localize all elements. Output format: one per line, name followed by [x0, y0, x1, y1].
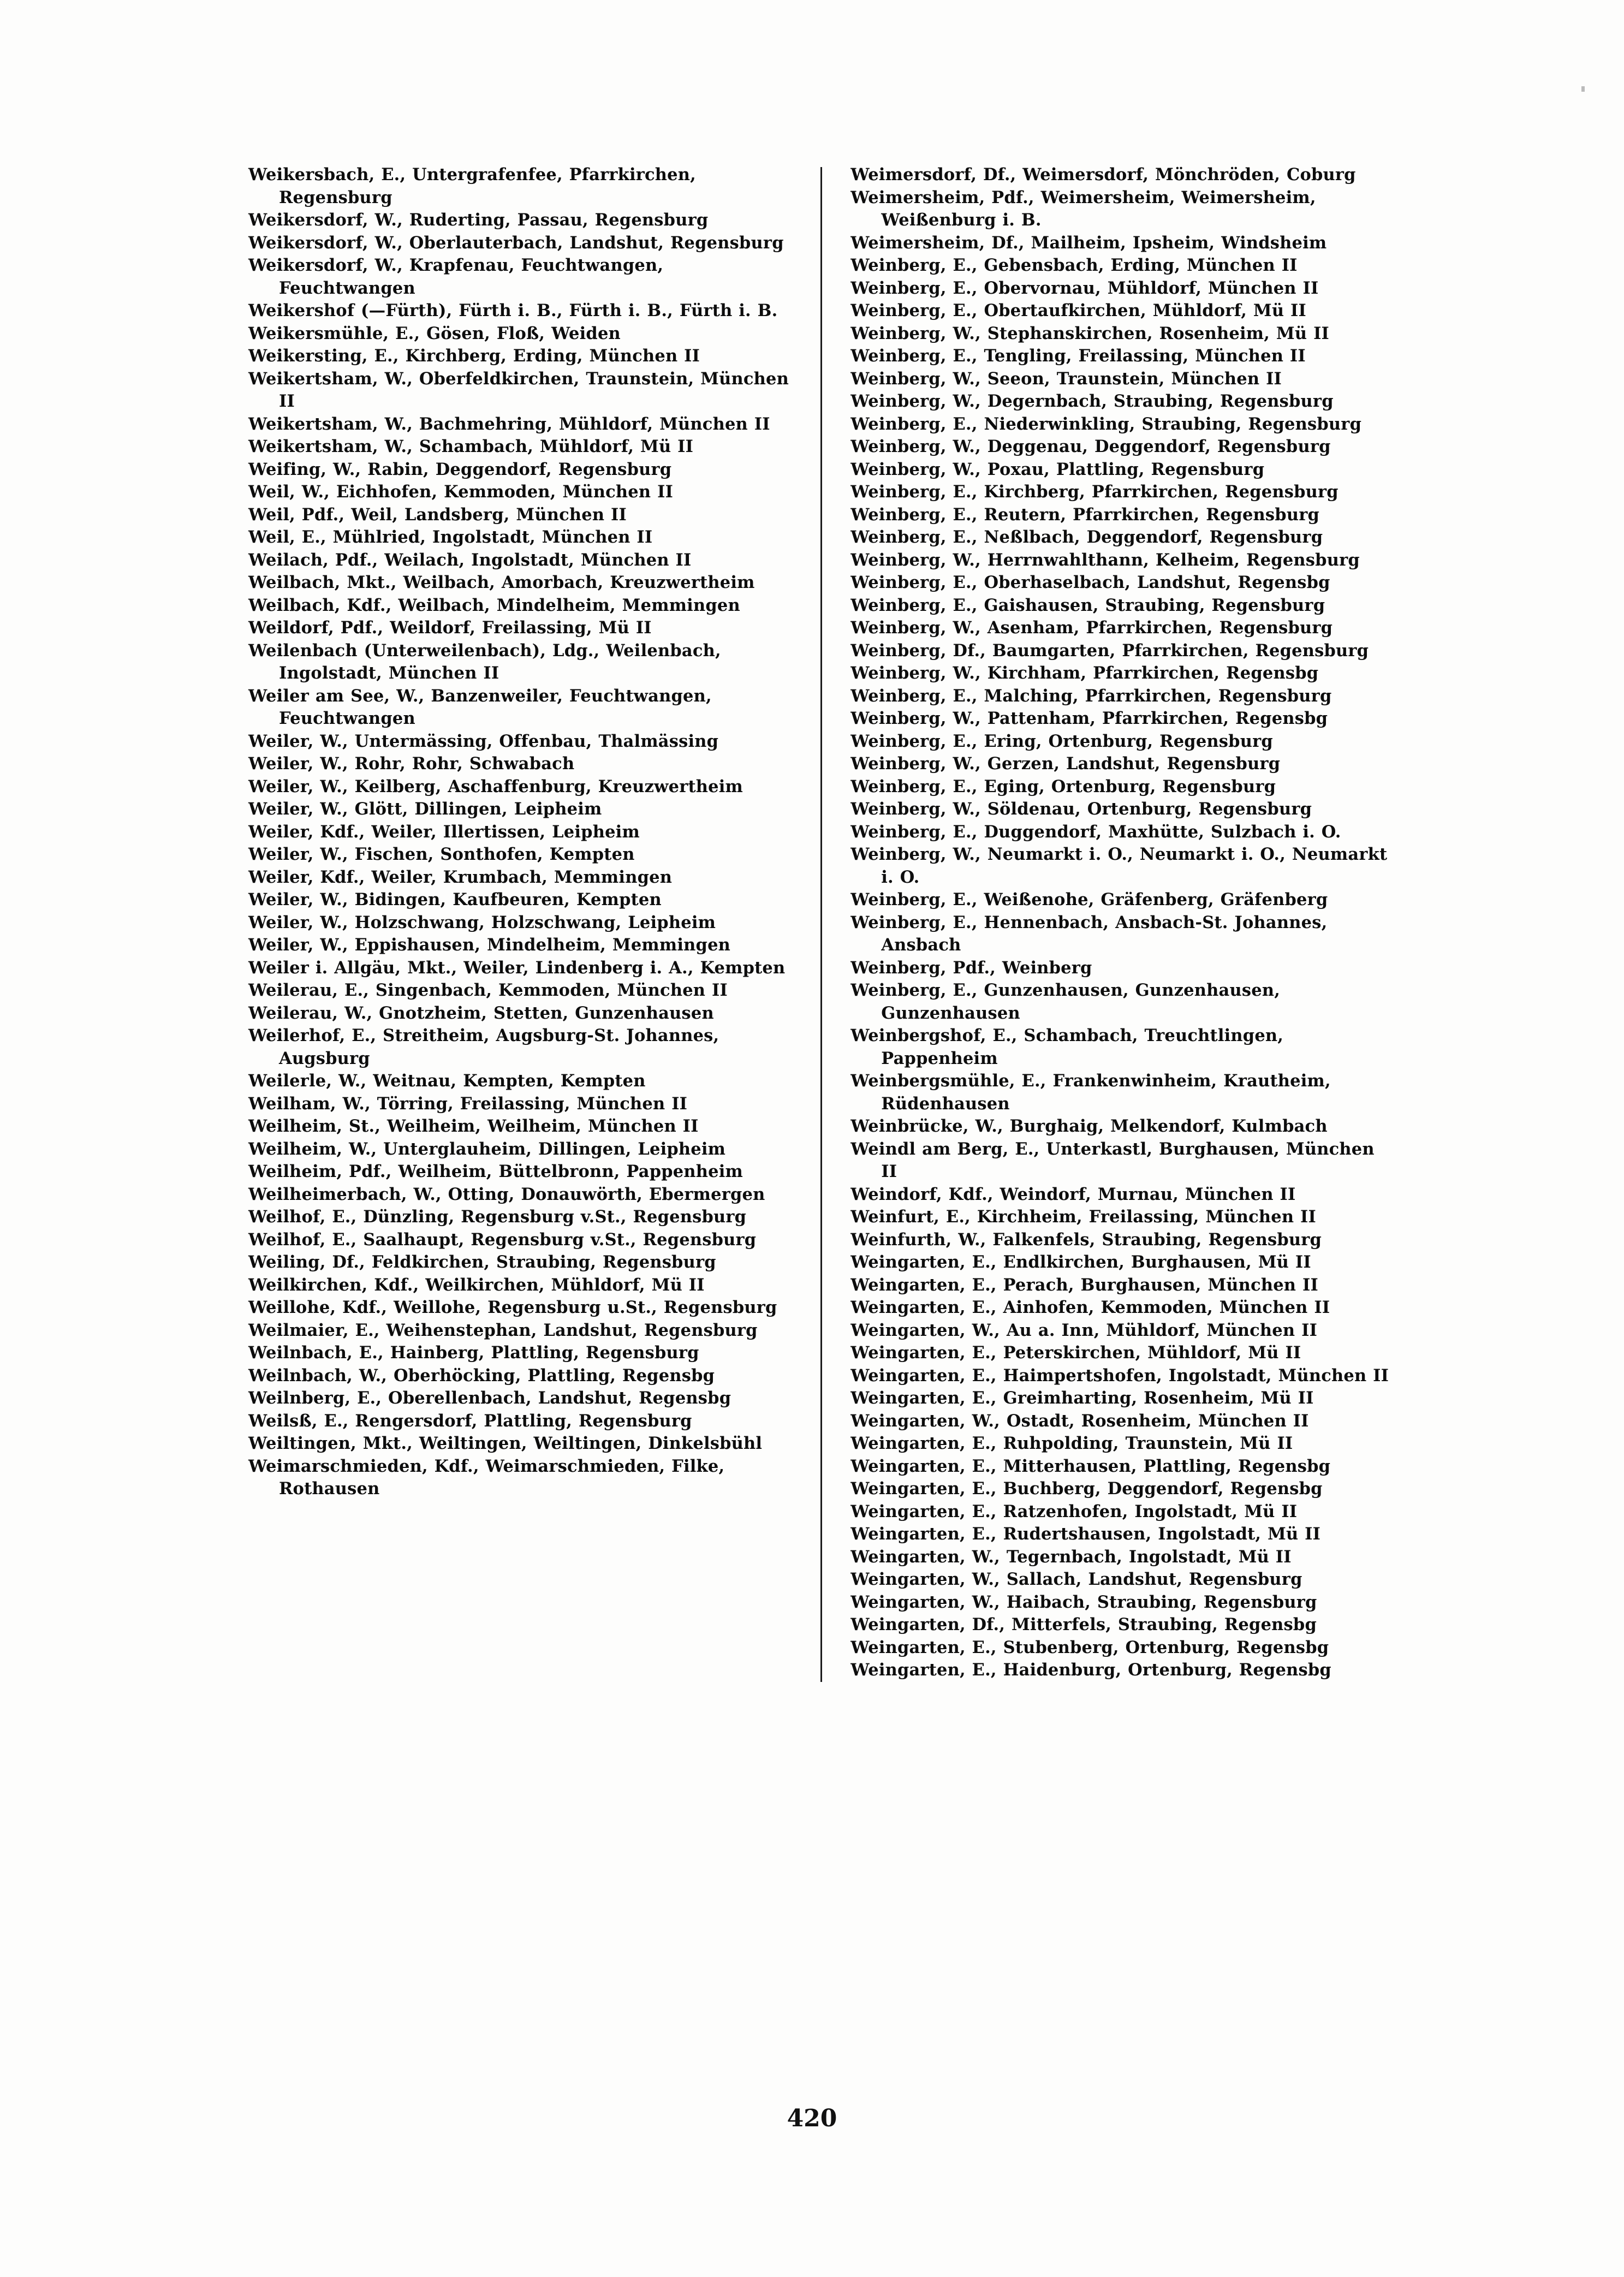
gazetteer-entry: Weikertsham, W., Oberfeldkirchen, Traunstein, München II [248, 368, 795, 411]
gazetteer-entry: Weingarten, Df., Mitterfels, Straubing, Regensbg [850, 1615, 1317, 1634]
gazetteer-entry: Weinberg, W., Söldenau, Ortenburg, Regensburg [850, 799, 1312, 819]
gazetteer-entry: Weingarten, W., Haibach, Straubing, Regensburg [850, 1592, 1317, 1612]
gazetteer-entry: Weinberg, E., Hennenbach, Ansbach-St. Johannes, Ansbach [850, 912, 1334, 955]
gazetteer-entry: Weilkirchen, Kdf., Weilkirchen, Mühldorf, Mü II [248, 1275, 705, 1295]
gazetteer-entry: Weinberg, E., Neßlbach, Deggendorf, Regensburg [850, 527, 1323, 547]
gazetteer-entry: Weimarschmieden, Kdf., Weimarschmieden, Filke, Rothausen [248, 1456, 731, 1499]
gazetteer-entry: Weilenbach (Unterweilenbach), Ldg., Weilenbach, Ingolstadt, München II [248, 640, 728, 683]
gazetteer-entry: Weikersdorf, W., Oberlauterbach, Landshut, Regensburg [248, 233, 784, 253]
gazetteer-entry: Weikertsham, W., Schambach, Mühldorf, Mü II [248, 437, 694, 456]
gazetteer-entry: Weifing, W., Rabin, Deggendorf, Regensburg [248, 459, 672, 479]
gazetteer-entry: Weinberg, W., Herrnwahlthann, Kelheim, Regensburg [850, 550, 1360, 570]
gazetteer-entry: Weimersheim, Df., Mailheim, Ipsheim, Windsheim [850, 233, 1327, 253]
gazetteer-entry: Weikersdorf, W., Ruderting, Passau, Regensburg [248, 210, 709, 230]
gazetteer-entry: Weinberg, E., Kirchberg, Pfarrkirchen, Regensburg [850, 482, 1339, 502]
gazetteer-entry: Weilerle, W., Weitnau, Kempten, Kempten [248, 1071, 646, 1091]
gazetteer-entry: Weingarten, E., Greimharting, Rosenheim, Mü II [850, 1388, 1314, 1408]
gazetteer-entry: Weiler am See, W., Banzenweiler, Feuchtwangen, Feuchtwangen [248, 686, 718, 728]
gazetteer-entry: Weingarten, E., Ruhpolding, Traunstein, Mü II [850, 1434, 1293, 1453]
gazetteer-entry: Weilnberg, E., Oberellenbach, Landshut, Regensbg [248, 1388, 731, 1408]
gazetteer-entry: Weinberg, E., Obervornau, Mühldorf, München II [850, 278, 1319, 298]
gazetteer-entry: Weilbach, Mkt., Weilbach, Amorbach, Kreuzwertheim [248, 573, 755, 592]
gazetteer-entry: Weiler, W., Keilberg, Aschaffenburg, Kreuzwertheim [248, 776, 743, 796]
gazetteer-entry: Weinberg, W., Gerzen, Landshut, Regensburg [850, 754, 1281, 774]
gazetteer-entry: Weil, W., Eichhofen, Kemmoden, München II [248, 482, 674, 502]
gazetteer-entry: Weimersheim, Pdf., Weimersheim, Weimersheim, Weißenburg i. B. [850, 187, 1323, 230]
left-column [248, 164, 820, 1501]
gazetteer-entry: Weiler, Kdf., Weiler, Krumbach, Memmingen [248, 867, 673, 887]
gazetteer-entry: Weilhof, E., Saalhaupt, Regensburg v.St., Regensburg [248, 1229, 757, 1250]
gazetteer-entry: Weilheim, Pdf., Weilheim, Büttelbronn, Pappenheim [248, 1162, 743, 1181]
gazetteer-entry: Weinberg, E., Tengling, Freilassing, München II [850, 346, 1306, 366]
gazetteer-entry: Weinberg, E., Malching, Pfarrkirchen, Regensburg [850, 686, 1332, 706]
gazetteer-entry: Weingarten, E., Peterskirchen, Mühldorf, Mü II [850, 1343, 1301, 1363]
gazetteer-entry: Weikershof (—Fürth), Fürth i. B., Fürth i. B., Fürth i. B. [248, 301, 778, 320]
gazetteer-entry: Weildorf, Pdf., Weildorf, Freilassing, Mü II [248, 618, 652, 638]
gazetteer-entry: Weinbrücke, W., Burghaig, Melkendorf, Kulmbach [850, 1116, 1328, 1136]
gazetteer-entry: Weilmaier, E., Weihenstephan, Landshut, Regensburg [248, 1320, 758, 1340]
gazetteer-entry: Weinberg, E., Reutern, Pfarrkirchen, Regensburg [850, 504, 1319, 525]
scan-speck [1581, 86, 1585, 92]
gazetteer-entry: Weinberg, E., Eging, Ortenburg, Regensburg [850, 776, 1276, 796]
gazetteer-entry: Weinberg, E., Gaishausen, Straubing, Regensburg [850, 595, 1325, 615]
gazetteer-entry: Weilbach, Kdf., Weilbach, Mindelheim, Memmingen [248, 595, 740, 615]
gazetteer-entry: Weinbergsmühle, E., Frankenwinheim, Krautheim, Rüdenhausen [850, 1071, 1337, 1114]
gazetteer-entry: Weinberg, E., Oberhaselbach, Landshut, Regensbg [850, 573, 1330, 592]
gazetteer-entry: Weilheim, W., Unterglauheim, Dillingen, Leipheim [248, 1139, 726, 1159]
gazetteer-entry: Weiler, W., Holzschwang, Holzschwang, Leipheim [248, 912, 716, 932]
gazetteer-entry: Weinberg, W., Kirchham, Pfarrkirchen, Regensbg [850, 663, 1319, 683]
gazetteer-entry: Weinbergshof, E., Schambach, Treuchtlingen, Pappenheim [850, 1026, 1290, 1068]
gazetteer-entry: Weilhof, E., Dünzling, Regensburg v.St., Regensburg [248, 1207, 747, 1227]
gazetteer-entry: Weimersdorf, Df., Weimersdorf, Mönchröden, Coburg [850, 165, 1356, 185]
gazetteer-entry: Weiler, W., Glött, Dillingen, Leipheim [248, 799, 602, 819]
gazetteer-entry: Weiling, Df., Feldkirchen, Straubing, Regensburg [248, 1252, 716, 1272]
gazetteer-entry: Weingarten, W., Ostadt, Rosenheim, München II [850, 1411, 1309, 1431]
gazetteer-entry: Weilnbach, E., Hainberg, Plattling, Regensburg [248, 1343, 699, 1363]
gazetteer-entry: Weinberg, W., Stephanskirchen, Rosenheim, Mü II [850, 323, 1330, 343]
gazetteer-entry: Weinberg, W., Deggenau, Deggendorf, Regensburg [850, 437, 1331, 456]
gazetteer-entry: Weilnbach, W., Oberhöcking, Plattling, Regensbg [248, 1365, 715, 1386]
gazetteer-entry: Weikertsham, W., Bachmehring, Mühldorf, München II [248, 414, 770, 434]
gazetteer-entry: Weinfurt, E., Kirchheim, Freilassing, München II [850, 1207, 1316, 1227]
gazetteer-entry: Weinberg, E., Gunzenhausen, Gunzenhausen, Gunzenhausen [850, 980, 1287, 1023]
right-column [822, 164, 1395, 1682]
gazetteer-entry: Weil, Pdf., Weil, Landsberg, München II [248, 504, 627, 525]
two-column-body [248, 164, 1395, 1682]
gazetteer-entry: Weiler, Kdf., Weiler, Illertissen, Leipheim [248, 822, 640, 842]
gazetteer-entry: Weilerau, E., Singenbach, Kemmoden, München II [248, 980, 728, 1000]
gazetteer-entry: Weingarten, E., Stubenberg, Ortenburg, Regensbg [850, 1637, 1329, 1657]
gazetteer-entry: Weinberg, W., Pattenham, Pfarrkirchen, Regensbg [850, 709, 1328, 728]
gazetteer-entry: Weindorf, Kdf., Weindorf, Murnau, München II [850, 1184, 1296, 1204]
gazetteer-entry: Weilerau, W., Gnotzheim, Stetten, Gunzenhausen [248, 1003, 714, 1023]
gazetteer-entry: Weinberg, Pdf., Weinberg [850, 958, 1092, 978]
gazetteer-entry: Weikersbach, E., Untergrafenfee, Pfarrkirchen, Regensburg [248, 165, 703, 207]
gazetteer-entry: Weilerhof, E., Streitheim, Augsburg-St. Johannes, Augsburg [248, 1026, 726, 1068]
gazetteer-entry: Weillohe, Kdf., Weillohe, Regensburg u.St., Regensburg [248, 1298, 777, 1317]
gazetteer-entry: Weindl am Berg, E., Unterkastl, Burghausen, München II [850, 1139, 1381, 1181]
gazetteer-entry: Weinberg, E., Duggendorf, Maxhütte, Sulzbach i. O. [850, 822, 1341, 842]
gazetteer-entry: Weingarten, E., Mitterhausen, Plattling, Regensbg [850, 1456, 1331, 1476]
gazetteer-entry: Weingarten, E., Perach, Burghausen, München II [850, 1275, 1318, 1295]
gazetteer-entry: Weikersmühle, E., Gösen, Floß, Weiden [248, 323, 621, 343]
gazetteer-entry: Weikersting, E., Kirchberg, Erding, München II [248, 346, 700, 366]
gazetteer-entry: Weinberg, W., Degernbach, Straubing, Regensburg [850, 391, 1334, 411]
gazetteer-entry: Weingarten, W., Tegernbach, Ingolstadt, Mü II [850, 1547, 1292, 1567]
gazetteer-entry: Weiler, W., Fischen, Sonthofen, Kempten [248, 845, 635, 864]
gazetteer-entry: Weingarten, W., Au a. Inn, Mühldorf, München II [850, 1320, 1318, 1340]
gazetteer-entry: Weilheimerbach, W., Otting, Donauwörth, Ebermergen [248, 1184, 765, 1204]
gazetteer-entry: Weinberg, E., Obertaufkirchen, Mühldorf, Mü II [850, 301, 1306, 320]
gazetteer-entry: Weinberg, E., Ering, Ortenburg, Regensburg [850, 731, 1273, 751]
gazetteer-entry: Weingarten, E., Ainhofen, Kemmoden, München II [850, 1298, 1330, 1317]
gazetteer-entry: Weiltingen, Mkt., Weiltingen, Weiltingen, Dinkelsbühl [248, 1434, 763, 1453]
gazetteer-entry: Weingarten, W., Sallach, Landshut, Regensburg [850, 1569, 1302, 1589]
gazetteer-entry: Weiler, W., Rohr, Rohr, Schwabach [248, 754, 575, 774]
gazetteer-entry: Weingarten, E., Ratzenhofen, Ingolstadt, Mü II [850, 1501, 1298, 1521]
gazetteer-entry: Weiler, W., Untermässing, Offenbau, Thalmässing [248, 731, 719, 751]
gazetteer-entry: Weinberg, Df., Baumgarten, Pfarrkirchen, Regensburg [850, 640, 1369, 661]
gazetteer-entry: Weinberg, W., Seeon, Traunstein, München II [850, 368, 1282, 389]
gazetteer-entry: Weinberg, E., Weißenohe, Gräfenberg, Gräfenberg [850, 890, 1328, 909]
gazetteer-entry: Weinfurth, W., Falkenfels, Straubing, Regensburg [850, 1229, 1322, 1250]
gazetteer-entry: Weilham, W., Törring, Freilassing, München II [248, 1093, 688, 1114]
gazetteer-entry: Weilheim, St., Weilheim, Weilheim, München II [248, 1116, 699, 1136]
gazetteer-entry: Weingarten, E., Endlkirchen, Burghausen, Mü II [850, 1252, 1311, 1272]
gazetteer-entry: Weiler i. Allgäu, Mkt., Weiler, Lindenberg i. A., Kempten [248, 958, 786, 978]
gazetteer-entry: Weingarten, E., Haimpertshofen, Ingolstadt, München II [850, 1365, 1389, 1386]
gazetteer-entry: Weiler, W., Eppishausen, Mindelheim, Memmingen [248, 935, 731, 955]
gazetteer-entry: Weilsß, E., Rengersdorf, Plattling, Regensburg [248, 1411, 692, 1431]
gazetteer-entry: Weingarten, E., Buchberg, Deggendorf, Regensbg [850, 1479, 1323, 1499]
gazetteer-entry: Weil, E., Mühlried, Ingolstadt, München II [248, 527, 653, 547]
gazetteer-entry: Weilach, Pdf., Weilach, Ingolstadt, München II [248, 550, 692, 570]
gazetteer-entry: Weinberg, W., Poxau, Plattling, Regensburg [850, 459, 1265, 479]
gazetteer-entry: Weikersdorf, W., Krapfenau, Feuchtwangen, Feuchtwangen [248, 255, 670, 298]
gazetteer-entry: Weingarten, E., Haidenburg, Ortenburg, Regensbg [850, 1660, 1331, 1680]
gazetteer-entry: Weinberg, E., Niederwinkling, Straubing, Regensburg [850, 414, 1362, 434]
gazetteer-entry: Weinberg, W., Asenham, Pfarrkirchen, Regensburg [850, 618, 1333, 638]
gazetteer-entry: Weiler, W., Bidingen, Kaufbeuren, Kempten [248, 890, 662, 909]
gazetteer-entry: Weinberg, W., Neumarkt i. O., Neumarkt i. O., Neumarkt i. O. [850, 845, 1394, 887]
gazetteer-entry: Weinberg, E., Gebensbach, Erding, München II [850, 255, 1298, 275]
gazetteer-entry: Weingarten, E., Rudertshausen, Ingolstadt, Mü II [850, 1524, 1321, 1544]
page-number: 420 [787, 2104, 837, 2132]
